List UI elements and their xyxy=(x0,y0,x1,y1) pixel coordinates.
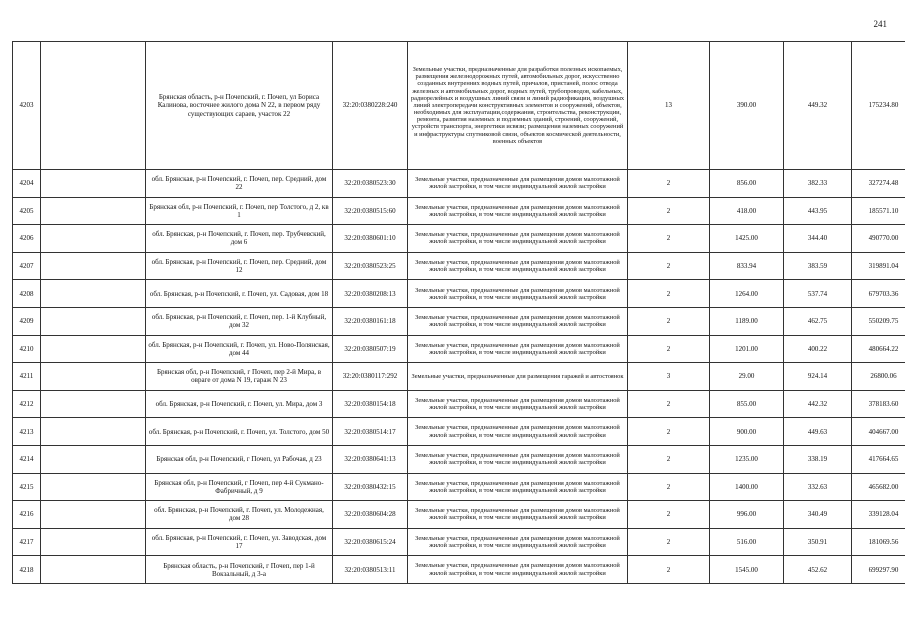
blank-cell xyxy=(41,170,146,198)
cadastral-value-cell: 679703.36 xyxy=(852,280,905,308)
cadastral-number-cell: 32:20:0380208:13 xyxy=(333,280,408,308)
address-cell: обл. Брянская, р-н Почепский, г. Почеп, ул. Мира, дом 3 xyxy=(146,390,333,418)
cadastral-number-cell: 32:20:0380161:18 xyxy=(333,307,408,335)
land-use-cell: Земельные участки, предназначенные для размещения домов малоэтажной жилой застройки, в том числе индивидуальной жилой застройки xyxy=(408,307,628,335)
cadastral-number-cell: 32:20:0380117:292 xyxy=(333,363,408,391)
blank-cell xyxy=(41,418,146,446)
cadastral-number-cell: 32:20:0380615:24 xyxy=(333,528,408,556)
area-cell: 418.00 xyxy=(710,197,784,225)
specific-value-cell: 383.59 xyxy=(784,252,852,280)
category-code-cell: 2 xyxy=(628,556,710,584)
address-cell: Брянская обл, р-н Почепский, г Почеп, пер 2-й Мира, в овраге от дома N 19, гараж N 23 xyxy=(146,363,333,391)
area-cell: 516.00 xyxy=(710,528,784,556)
blank-cell xyxy=(41,445,146,473)
blank-cell xyxy=(41,556,146,584)
cadastral-number-cell: 32:20:0380507:19 xyxy=(333,335,408,363)
row-number-cell: 4206 xyxy=(13,225,41,253)
specific-value-cell: 924.14 xyxy=(784,363,852,391)
blank-cell xyxy=(41,363,146,391)
table-row xyxy=(13,390,905,418)
row-number-cell: 4204 xyxy=(13,170,41,198)
address-cell: Брянская область, р-н Почепский, г. Почеп, ул Бориса Калинова, восточнее жилого дома N 22, в первом ряду существующих сараев, участок 22 xyxy=(146,42,333,170)
land-use-cell: Земельные участки, предназначенные для размещения домов малоэтажной жилой застройки, в том числе индивидуальной жилой застройки xyxy=(408,280,628,308)
specific-value-cell: 400.22 xyxy=(784,335,852,363)
cadastral-number-cell: 32:20:0380601:10 xyxy=(333,225,408,253)
address-cell: обл. Брянская, р-н Почепский, г. Почеп, ул. Садовая, дом 18 xyxy=(146,280,333,308)
category-code-cell: 2 xyxy=(628,252,710,280)
address-cell: Брянская обл, р-н Почепский, г Почеп, ул Рабочая, д 23 xyxy=(146,445,333,473)
row-number-cell: 4208 xyxy=(13,280,41,308)
land-use-cell: Земельные участки, предназначенные для размещения домов малоэтажной жилой застройки, в том числе индивидуальной жилой застройки xyxy=(408,252,628,280)
area-cell: 1545.00 xyxy=(710,556,784,584)
area-cell: 1400.00 xyxy=(710,473,784,501)
cadastral-value-cell: 417664.65 xyxy=(852,445,905,473)
blank-cell xyxy=(41,528,146,556)
land-use-cell: Земельные участки, предназначенные для размещения домов малоэтажной жилой застройки, в том числе индивидуальной жилой застройки xyxy=(408,170,628,198)
address-cell: обл. Брянская, р-н Почепский, г. Почеп, пер. Средний, дом 22 xyxy=(146,170,333,198)
cadastral-value-cell: 404667.00 xyxy=(852,418,905,446)
specific-value-cell: 350.91 xyxy=(784,528,852,556)
category-code-cell: 2 xyxy=(628,418,710,446)
cadastral-number-cell: 32:20:0380514:17 xyxy=(333,418,408,446)
blank-cell xyxy=(41,335,146,363)
land-use-cell: Земельные участки, предназначенные для размещения домов малоэтажной жилой застройки, в том числе индивидуальной жилой застройки xyxy=(408,335,628,363)
address-cell: обл. Брянская, р-н Почепский, г. Почеп, пер. 1-й Клубный, дом 32 xyxy=(146,307,333,335)
table-row xyxy=(13,363,905,391)
cadastral-number-cell: 32:20:0380154:18 xyxy=(333,390,408,418)
table-row xyxy=(13,225,905,253)
cadastral-value-cell: 339128.04 xyxy=(852,501,905,529)
blank-cell xyxy=(41,252,146,280)
land-use-cell: Земельные участки, предназначенные для размещения домов малоэтажной жилой застройки, в том числе индивидуальной жилой застройки xyxy=(408,473,628,501)
address-cell: обл. Брянская, р-н Почепский, г. Почеп, пер. Трубчевский, дом 6 xyxy=(146,225,333,253)
specific-value-cell: 344.40 xyxy=(784,225,852,253)
category-code-cell: 2 xyxy=(628,280,710,308)
category-code-cell: 2 xyxy=(628,335,710,363)
row-number-cell: 4218 xyxy=(13,556,41,584)
land-use-cell: Земельные участки, предназначенные для размещения домов малоэтажной жилой застройки, в том числе индивидуальной жилой застройки xyxy=(408,197,628,225)
row-number-cell: 4217 xyxy=(13,528,41,556)
land-use-cell: Земельные участки, предназначенные для размещения домов малоэтажной жилой застройки, в том числе индивидуальной жилой застройки xyxy=(408,501,628,529)
blank-cell xyxy=(41,197,146,225)
table-row xyxy=(13,418,905,446)
area-cell: 1425.00 xyxy=(710,225,784,253)
address-cell: обл. Брянская, р-н Почепский, г. Почеп, ул. Заводская, дом 17 xyxy=(146,528,333,556)
cadastral-number-cell: 32:20:0380641:13 xyxy=(333,445,408,473)
table-row xyxy=(13,528,905,556)
row-number-cell: 4203 xyxy=(13,42,41,170)
blank-cell xyxy=(41,280,146,308)
address-cell: обл. Брянская, р-н Почепский, г. Почеп, пер. Средний, дом 12 xyxy=(146,252,333,280)
area-cell: 1264.00 xyxy=(710,280,784,308)
cadastral-value-cell: 327274.48 xyxy=(852,170,905,198)
area-cell: 1235.00 xyxy=(710,445,784,473)
table-row xyxy=(13,501,905,529)
category-code-cell: 2 xyxy=(628,225,710,253)
category-code-cell: 3 xyxy=(628,363,710,391)
area-cell: 996.00 xyxy=(710,501,784,529)
cadastral-number-cell: 32:20:0380432:15 xyxy=(333,473,408,501)
row-number-cell: 4215 xyxy=(13,473,41,501)
specific-value-cell: 462.75 xyxy=(784,307,852,335)
cadastral-number-cell: 32:20:0380228:240 xyxy=(333,42,408,170)
cadastral-value-cell: 175234.80 xyxy=(852,42,905,170)
blank-cell xyxy=(41,307,146,335)
address-cell: Брянская обл, р-н Почепский, г. Почеп, пер Толстого, д 2, кв 1 xyxy=(146,197,333,225)
table-row xyxy=(13,42,905,170)
category-code-cell: 2 xyxy=(628,473,710,501)
category-code-cell: 2 xyxy=(628,307,710,335)
blank-cell xyxy=(41,501,146,529)
area-cell: 1201.00 xyxy=(710,335,784,363)
row-number-cell: 4210 xyxy=(13,335,41,363)
row-number-cell: 4212 xyxy=(13,390,41,418)
table-row xyxy=(13,445,905,473)
address-cell: обл. Брянская, р-н Почепский, г. Почеп, ул. Толстого, дом 50 xyxy=(146,418,333,446)
cadastral-number-cell: 32:20:0380523:30 xyxy=(333,170,408,198)
specific-value-cell: 452.62 xyxy=(784,556,852,584)
cadastral-value-cell: 319891.04 xyxy=(852,252,905,280)
land-use-cell: Земельные участки, предназначенные для размещения домов малоэтажной жилой застройки, в том числе индивидуальной жилой застройки xyxy=(408,528,628,556)
table-row xyxy=(13,335,905,363)
cadastral-value-cell: 490770.00 xyxy=(852,225,905,253)
table-row xyxy=(13,280,905,308)
area-cell: 29.00 xyxy=(710,363,784,391)
row-number-cell: 4209 xyxy=(13,307,41,335)
category-code-cell: 2 xyxy=(628,501,710,529)
land-use-cell: Земельные участки, предназначенные для размещения домов малоэтажной жилой застройки, в том числе индивидуальной жилой застройки xyxy=(408,225,628,253)
area-cell: 900.00 xyxy=(710,418,784,446)
address-cell: Брянская обл, р-н Почепский, г Почеп, пер 4-й Сукмано-Фабричный, д 9 xyxy=(146,473,333,501)
specific-value-cell: 449.32 xyxy=(784,42,852,170)
category-code-cell: 2 xyxy=(628,197,710,225)
category-code-cell: 2 xyxy=(628,445,710,473)
address-cell: обл. Брянская, р-н Почепский, г. Почеп, ул. Ново-Полянская, дом 44 xyxy=(146,335,333,363)
area-cell: 856.00 xyxy=(710,170,784,198)
cadastral-value-cell: 181069.56 xyxy=(852,528,905,556)
cadastral-value-cell: 185571.10 xyxy=(852,197,905,225)
area-cell: 855.00 xyxy=(710,390,784,418)
blank-cell xyxy=(41,473,146,501)
specific-value-cell: 338.19 xyxy=(784,445,852,473)
row-number-cell: 4213 xyxy=(13,418,41,446)
category-code-cell: 13 xyxy=(628,42,710,170)
table-row xyxy=(13,307,905,335)
table-row xyxy=(13,473,905,501)
table-row xyxy=(13,556,905,584)
row-number-cell: 4207 xyxy=(13,252,41,280)
row-number-cell: 4214 xyxy=(13,445,41,473)
specific-value-cell: 382.33 xyxy=(784,170,852,198)
register-body xyxy=(13,42,905,584)
land-use-cell: Земельные участки, предназначенные для размещения домов малоэтажной жилой застройки, в том числе индивидуальной жилой застройки xyxy=(408,390,628,418)
category-code-cell: 2 xyxy=(628,528,710,556)
specific-value-cell: 537.74 xyxy=(784,280,852,308)
table-row xyxy=(13,252,905,280)
land-use-cell: Земельные участки, предназначенные для размещения домов малоэтажной жилой застройки, в том числе индивидуальной жилой застройки xyxy=(408,556,628,584)
land-use-cell: Земельные участки, предназначенные для размещения гаражей и автостоянок xyxy=(408,363,628,391)
cadastral-value-cell: 378183.60 xyxy=(852,390,905,418)
area-cell: 1189.00 xyxy=(710,307,784,335)
row-number-cell: 4205 xyxy=(13,197,41,225)
specific-value-cell: 443.95 xyxy=(784,197,852,225)
specific-value-cell: 340.49 xyxy=(784,501,852,529)
cadastral-value-cell: 699297.90 xyxy=(852,556,905,584)
address-cell: Брянская область, р-н Почепский, г Почеп, пер 1-й Вокзальный, д 3-а xyxy=(146,556,333,584)
cadastral-number-cell: 32:20:0380523:25 xyxy=(333,252,408,280)
cadastral-value-cell: 480664.22 xyxy=(852,335,905,363)
blank-cell xyxy=(41,390,146,418)
table-row xyxy=(13,170,905,198)
table-row xyxy=(13,197,905,225)
cadastral-value-cell: 26800.06 xyxy=(852,363,905,391)
area-cell: 833.94 xyxy=(710,252,784,280)
specific-value-cell: 449.63 xyxy=(784,418,852,446)
cadastral-number-cell: 32:20:0380604:28 xyxy=(333,501,408,529)
blank-cell xyxy=(41,42,146,170)
blank-cell xyxy=(41,225,146,253)
land-use-cell: Земельные участки, предназначенные для разработки полезных ископаемых, размещения железнодорожных путей, автомобильных дорог, искусственно созданных внутренних водных путей, причалов, пристаней, полос отвода железных и автомобильных дорог, водных путей, трубопроводов, кабельных, радиорелейных и воздушных линий связи и линий радиофикации, воздушных линий электропередачи конструктивных элементов и сооружений, объектов, необходимых для эксплуатации,содержания, строительства, реконструкции, ремонта, развития наземных и подземных зданий, строений, сооружений, устройств транспорта, энергетики исвязи; размещения наземных сооружений и инфраструктуры спутниковой связи, объектов космической деятельности, военных объектов xyxy=(408,42,628,170)
land-use-cell: Земельные участки, предназначенные для размещения домов малоэтажной жилой застройки, в том числе индивидуальной жилой застройки xyxy=(408,418,628,446)
area-cell: 390.00 xyxy=(710,42,784,170)
row-number-cell: 4211 xyxy=(13,363,41,391)
row-number-cell: 4216 xyxy=(13,501,41,529)
page-number: 241 xyxy=(873,19,887,29)
land-use-cell: Земельные участки, предназначенные для размещения домов малоэтажной жилой застройки, в том числе индивидуальной жилой застройки xyxy=(408,445,628,473)
land-register-table xyxy=(12,41,905,584)
cadastral-value-cell: 465682.00 xyxy=(852,473,905,501)
specific-value-cell: 442.32 xyxy=(784,390,852,418)
address-cell: обл. Брянская, р-н Почепский, г. Почеп, ул. Молодежная, дом 28 xyxy=(146,501,333,529)
cadastral-number-cell: 32:20:0380513:11 xyxy=(333,556,408,584)
cadastral-value-cell: 550209.75 xyxy=(852,307,905,335)
specific-value-cell: 332.63 xyxy=(784,473,852,501)
cadastral-number-cell: 32:20:0380515:60 xyxy=(333,197,408,225)
category-code-cell: 2 xyxy=(628,390,710,418)
category-code-cell: 2 xyxy=(628,170,710,198)
